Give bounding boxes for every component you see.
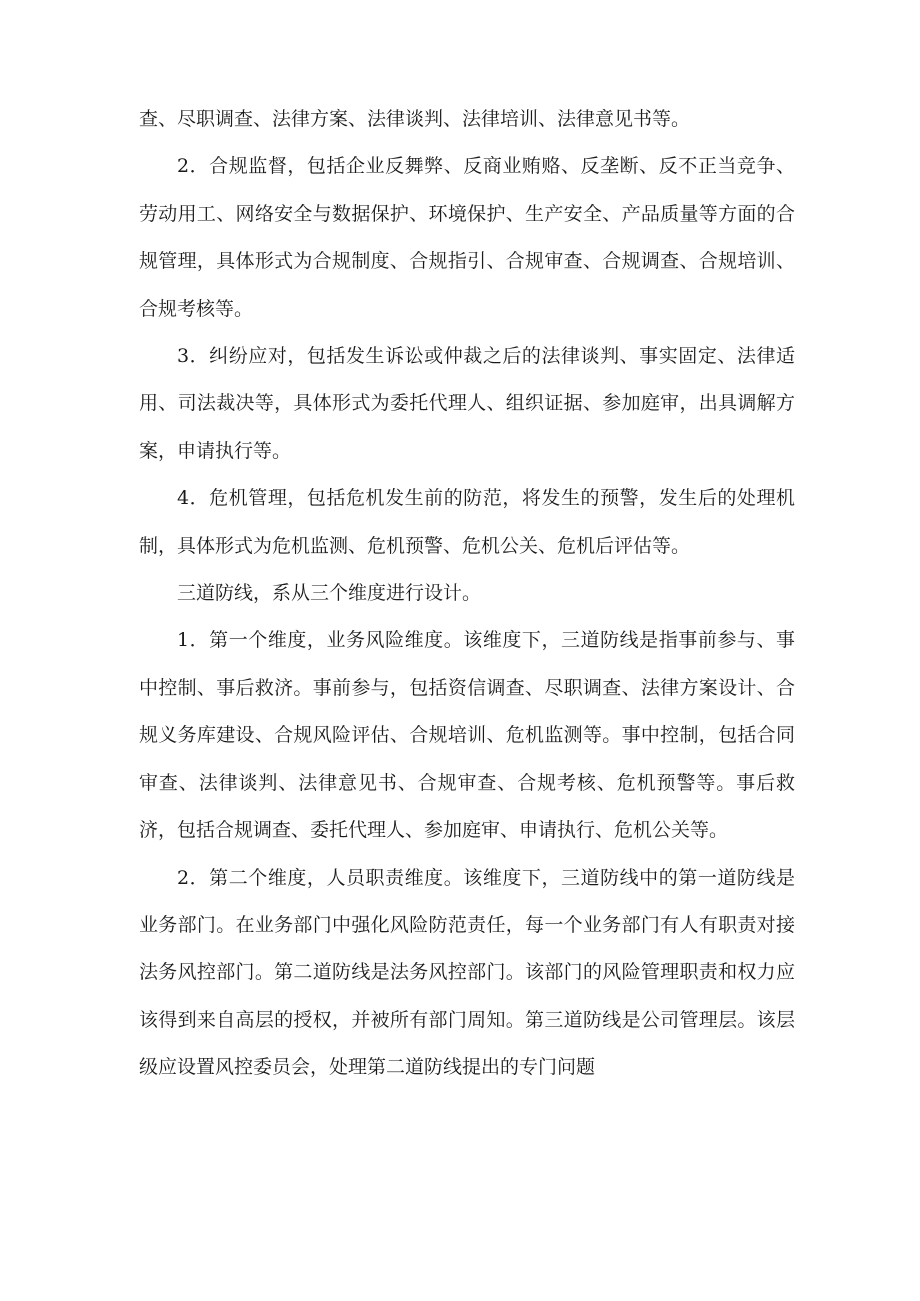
paragraph-compliance-supervision: 2．合规监督，包括企业反舞弊、反商业贿赂、反垄断、反不正当竞争、劳动用工、网络安全与数据保护、环境保护、生产安全、产品质量等方面的合规管理，具体形式为合规制度、合规指引、合规审查、合规调查、合规培训、合规考核等。 [139,155,795,320]
paragraph-crisis-management: 4．危机管理，包括危机发生前的防范，将发生的预警，发生后的处理机制，具体形式为危机监测、危机预警、危机公关、危机后评估等。 [139,487,795,557]
paragraph-three-lines-intro: 三道防线，系从三个维度进行设计。 [177,582,482,605]
paragraph-continuation: 查、尽职调查、法律方案、法律谈判、法律培训、法律意见书等。 [139,108,691,130]
paragraph-business-risk-dimension: 1．第一个维度，业务风险维度。该维度下，三道防线是指事前参与、事中控制、事后救济。事前参与，包括资信调查、尽职调查、法律方案设计、合规义务库建设、合规风险评估、合规培训、危机监测等。事中控制，包括合同审查、法律谈判、法律意见书、合规审查、合规考核、危机预警等。事后救济，包括合规调查、委托代理人、参加庭审、申请执行、危机公关等。 [139,629,795,842]
document-body [139,96,795,1092]
paragraph-personnel-duty-dimension: 2．第二个维度，人员职责维度。该维度下，三道防线中的第一道防线是业务部门。在业务部门中强化风险防范责任，每一个业务部门有人有职责对接法务风控部门。第二道防线是法务风控部门。该部门的风险管理职责和权力应该得到来自高层的授权，并被所有部门周知。第三道防线是公司管理层。该层级应设置风控委员会，处理第二道防线提出的专门问题 [139,866,795,1079]
paragraph-dispute-response: 3．纠纷应对，包括发生诉讼或仲裁之后的法律谈判、事实固定、法律适用、司法裁决等，具体形式为委托代理人、组织证据、参加庭审，出具调解方案，申请执行等。 [139,345,795,462]
